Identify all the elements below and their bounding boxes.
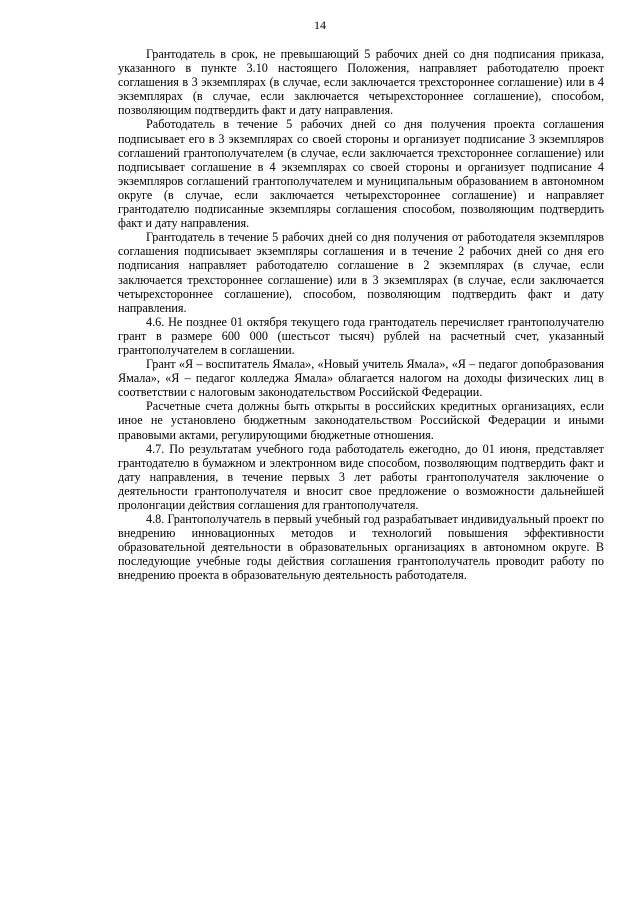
paragraph-grantor-sends-draft: Грантодатель в срок, не превышающий 5 рабочих дней со дня подписания приказа, указанного в пункте 3.10 настоящего Положения, направляет работодателю проект соглашения в 3 экземплярах (в случае, если заключается трехстороннее соглашение) или в 4 экземплярах (в случае, если заключается четырехстороннее соглашение), способом, позволяющим подтвердить факт и дату направления. <box>118 47 604 118</box>
paragraph-employer-signs: Работодатель в течение 5 рабочих дней со дня получения проекта соглашения подписывает его в 3 экземплярах со своей стороны и организует подписание 3 экземпляров соглашений грантополучателем (в случае, если заключается трехстороннее соглашение) или подписывает соглашение в 4 экземплярах со своей стороны и организует подписание 4 экземпляров соглашений грантополучателем и муниципальным образованием в автономном округе (в случае, если заключается четырехстороннее соглашение) и направляет грантодателю подписанные экземпляры соглашения способом, позволяющим подтвердить факт и дату направления. <box>118 117 604 231</box>
paragraph-grant-taxation: Грант «Я – воспитатель Ямала», «Новый учитель Ямала», «Я – педагог допобразования Ямала», «Я – педагог колледжа Ямала» облагается налогом на доходы физических лиц в соответствии с налоговым законодательством Российской Федерации. <box>118 357 604 400</box>
document-body <box>118 47 604 583</box>
paragraph-4-6-grant-transfer: 4.6. Не позднее 01 октября текущего года грантодатель перечисляет грантополучателю грант в размере 600 000 (шестьсот тысяч) рублей на расчетный счет, указанный грантополучателем в соглашении. <box>118 314 604 357</box>
paragraph-grantor-returns-copies: Грантодатель в течение 5 рабочих дней со дня получения от работодателя экземпляров соглашения подписывает экземпляры соглашения и в течение 2 рабочих дней со дня его подписания направляет работодателю соглашение в 2 экземплярах (в случае, если заключается трехстороннее соглашение) или в 3 экземплярах (в случае, если заключается четырехстороннее соглашение), способом, позволяющим подтвердить факт и дату направления. <box>118 230 604 315</box>
paragraph-4-8-project: 4.8. Грантополучатель в первый учебный год разрабатывает индивидуальный проект по внедрению инновационных методов и технологий повышения эффективности образовательной деятельности в образовательных организациях в автономном округе. В последующие учебные годы действия соглашения грантополучатель проводит работу по внедрению проекта в образовательную деятельность работодателя. <box>118 512 604 583</box>
paragraph-4-7-annual-report: 4.7. По результатам учебного года работодатель ежегодно, до 01 июня, представляет грантодателю в бумажном и электронном виде способом, позволяющим подтвердить факт и дату направления, в течение первых 3 лет работы грантополучателя заключение о деятельности грантополучателя и вносит свое предложение о возможности дальнейшей пролонгации действия соглашения для грантополучателя. <box>118 441 604 512</box>
paragraph-settlement-accounts: Расчетные счета должны быть открыты в российских кредитных организациях, если иное не установлено бюджетным законодательством Российской Федерации и иными правовыми актами, регулирующими бюджетные отношения. <box>118 399 604 442</box>
page-number: 14 <box>314 18 326 32</box>
